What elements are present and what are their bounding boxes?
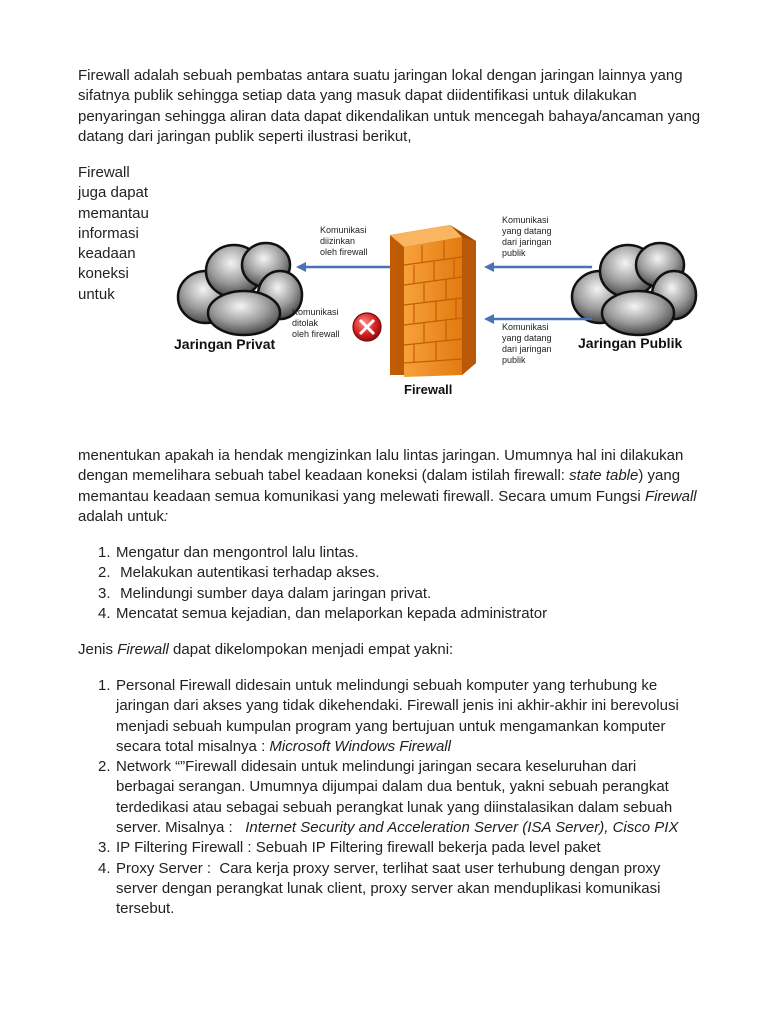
body-text: dapat dikelompokan menjadi empat yakni: (168, 641, 454, 658)
body-italic: state table (569, 467, 639, 485)
list-text: Personal Firewall didesain untuk melindungi sebuah komputer yang terhubung ke jaringan dari akses yang tidak dikehendaki. Firewall jenis ini akhir-akhir ini berevolusi menjadi sebuah kumpulan program yang bertujuan untuk mengamankan komputer secara total misalnya : (116, 677, 679, 755)
incoming-top-label: publik (502, 248, 526, 258)
side-line: juga dapat (78, 184, 149, 202)
allowed-label: oleh firewall (320, 247, 368, 257)
list-item (78, 543, 698, 563)
list-number: 2. (98, 564, 111, 582)
list-number: 4. (98, 604, 111, 622)
body-italic: Firewall (117, 641, 169, 658)
body-text: adalah untuk (78, 507, 164, 525)
private-network-label: Jaringan Privat (174, 336, 276, 352)
firewall-wall-icon (390, 225, 476, 377)
incoming-bottom-label: dari jaringan (502, 344, 552, 354)
list-italic: Internet Security and Acceleration Server (ISA Server), Cisco PIX (245, 819, 679, 837)
list-item (78, 838, 698, 858)
list-number: 3. (98, 839, 111, 857)
side-line: koneksi (78, 265, 129, 283)
list-item (78, 757, 698, 838)
side-line: untuk (78, 285, 115, 303)
allowed-label: Komunikasi (320, 225, 367, 235)
firewall-diagram (172, 205, 702, 405)
arrow-allowed-left-icon (296, 262, 390, 272)
body-italic: : (163, 507, 169, 525)
side-line: memantau (78, 204, 149, 222)
side-line: keadaan (78, 245, 136, 263)
denied-label: Komunikasi (292, 307, 339, 317)
list-italic: Microsoft Windows Firewall (269, 737, 451, 755)
list-item (78, 563, 698, 583)
private-network-cloud-icon (178, 243, 302, 335)
denied-label: ditolak (292, 318, 319, 328)
denied-x-icon (353, 313, 381, 341)
body-text: ) yang memantau keadaan semua komunikasi yang melewati firewall. Secara umum Fungsi (78, 467, 681, 505)
incoming-bottom-label: yang datang (502, 333, 552, 343)
arrow-incoming-top-icon (484, 262, 592, 272)
side-line: Firewall (78, 164, 130, 181)
list-text: Proxy Server : Cara kerja proxy server, terlihat saat user terhubung dengan proxy server dengan perangkat lunak client, proxy server akan menduplikasi komunikasi tersebut. (116, 859, 665, 918)
types-intro (78, 640, 718, 660)
types-list (78, 676, 698, 920)
list-text: IP Filtering Firewall : Sebuah IP Filtering firewall bekerja pada level paket (116, 839, 601, 857)
list-item (78, 859, 698, 920)
list-number: 3. (98, 584, 111, 602)
list-item (78, 604, 698, 624)
incoming-top-label: Komunikasi (502, 215, 549, 225)
intro-paragraph: Firewall adalah sebuah pembatas antara suatu jaringan lokal dengan jaringan lainnya yang sifatnya publik sehingga setiap data yang masuk dapat diidentifikasi untuk dilakukan penyaringan sehingga aliran data dapat dikendalikan untuk mencegah bahaya/ancaman yang datang dari jaringan publik seperti ilustrasi berikut, (78, 67, 701, 145)
functions-list (78, 543, 698, 624)
list-number: 4. (98, 859, 111, 877)
incoming-top-label: yang datang (502, 226, 552, 236)
list-number: 1. (98, 677, 111, 694)
list-item (78, 584, 698, 604)
list-text: Melakukan autentikasi terhadap akses. (116, 564, 380, 582)
list-item (78, 676, 698, 757)
body-text: Jenis (78, 641, 118, 658)
list-text: Network “”Firewall didesain untuk melindungi jaringan secara keseluruhan dari berbagai serangan. Umumnya dijumpai dalam dua bentuk, yakni sebuah perangkat terdedikasi atau sebagai sebuah perangkat lunak yang diinstalasikan dalam sebuah server. Misalnya : (116, 758, 677, 837)
allowed-label: diizinkan (320, 236, 356, 246)
list-text: Melindungi sumber daya dalam jaringan privat. (116, 584, 432, 602)
incoming-top-label: dari jaringan (502, 237, 552, 247)
side-line: informasi (78, 224, 139, 242)
body-paragraph (78, 446, 718, 527)
public-network-cloud-icon (572, 243, 696, 335)
body-text: menentukan apakah ia hendak mengizinkan lalu lintas jaringan. Umumnya hal ini dilakukan dengan memelihara sebuah tabel keadaan koneksi (dalam istilah firewall: (78, 447, 684, 485)
list-number: 1. (98, 544, 111, 561)
incoming-bottom-label: publik (502, 355, 526, 365)
side-text (78, 163, 158, 305)
incoming-bottom-label: Komunikasi (502, 322, 549, 332)
public-network-label: Jaringan Publik (578, 335, 683, 351)
list-text: Mengatur dan mengontrol lalu lintas. (116, 544, 359, 561)
firewall-label: Firewall (404, 382, 453, 397)
denied-label: oleh firewall (292, 329, 340, 339)
list-text: Mencatat semua kejadian, dan melaporkan kepada administrator (116, 604, 548, 622)
body-italic: Firewall (644, 487, 697, 505)
list-number: 2. (98, 758, 111, 776)
